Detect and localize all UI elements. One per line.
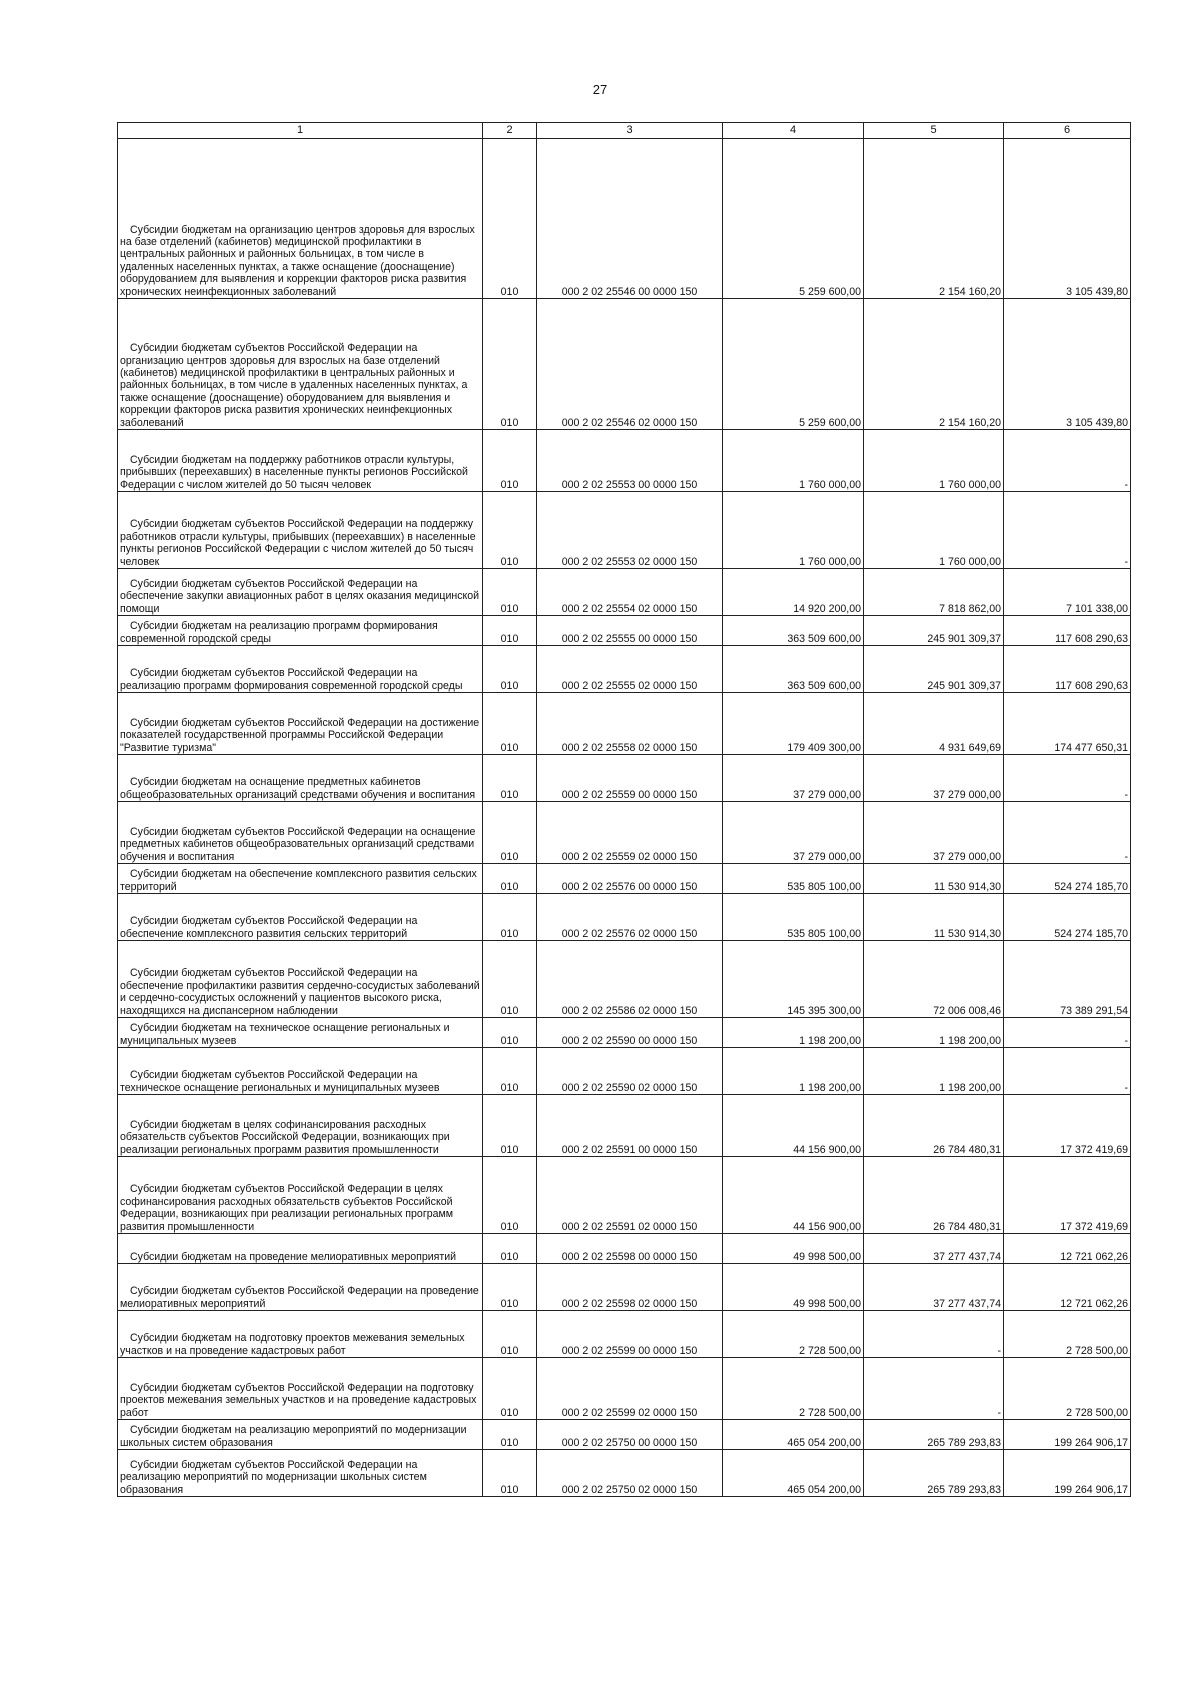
row-approved-amount: 1 198 200,00 — [723, 1048, 864, 1095]
row-line-code: 010 — [483, 1311, 537, 1358]
row-description: Субсидии бюджетам на реализацию мероприятий по модернизации школьных систем образования — [118, 1420, 483, 1450]
row-approved-amount: 145 395 300,00 — [723, 941, 864, 1018]
row-executed-amount: 37 277 437,74 — [864, 1264, 1004, 1311]
row-unexecuted-amount: 199 264 906,17 — [1004, 1450, 1131, 1497]
row-line-code: 010 — [483, 299, 537, 430]
row-budget-classification-code: 000 2 02 25555 02 0000 150 — [537, 646, 723, 693]
row-budget-classification-code: 000 2 02 25590 02 0000 150 — [537, 1048, 723, 1095]
row-description: Субсидии бюджетам субъектов Российской Федерации в целях софинансирования расходных обязательств субъектов Российской Федерации, возникающих при реализации региональных программ развития промышленности — [118, 1157, 483, 1234]
row-unexecuted-amount: - — [1004, 1018, 1131, 1048]
row-description: Субсидии бюджетам субъектов Российской Федерации на подготовку проектов межевания земельных участков и на проведение кадастровых работ — [118, 1358, 483, 1420]
table-row — [118, 693, 1131, 755]
column-number: 1 — [118, 123, 483, 139]
column-number: 5 — [864, 123, 1004, 139]
row-approved-amount: 44 156 900,00 — [723, 1157, 864, 1234]
table-row — [118, 299, 1131, 430]
row-approved-amount: 535 805 100,00 — [723, 894, 864, 941]
column-number: 2 — [483, 123, 537, 139]
row-description: Субсидии бюджетам субъектов Российской Федерации на реализацию мероприятий по модернизации школьных систем образования — [118, 1450, 483, 1497]
row-unexecuted-amount: 117 608 290,63 — [1004, 616, 1131, 646]
table-row — [118, 941, 1131, 1018]
row-approved-amount: 535 805 100,00 — [723, 864, 864, 894]
row-description: Субсидии бюджетам субъектов Российской Федерации на проведение мелиоративных мероприятий — [118, 1264, 483, 1311]
row-approved-amount: 5 259 600,00 — [723, 299, 864, 430]
row-line-code: 010 — [483, 755, 537, 802]
row-budget-classification-code: 000 2 02 25599 02 0000 150 — [537, 1358, 723, 1420]
row-description: Субсидии бюджетам на подготовку проектов межевания земельных участков и на проведение кадастровых работ — [118, 1311, 483, 1358]
table-row — [118, 1157, 1131, 1234]
row-executed-amount: - — [864, 1358, 1004, 1420]
row-executed-amount: 265 789 293,83 — [864, 1420, 1004, 1450]
row-description: Субсидии бюджетам субъектов Российской Федерации на организацию центров здоровья для взрослых на базе отделений (кабинетов) медицинской профилактики в центральных районных и районных больницах, в том числе в удаленных населенных пунктах, а также оснащение (дооснащение) оборудованием для выявления и коррекции факторов риска развития хронических неинфекционных заболеваний — [118, 299, 483, 430]
table-row — [118, 864, 1131, 894]
row-executed-amount: 37 277 437,74 — [864, 1234, 1004, 1264]
row-line-code: 010 — [483, 941, 537, 1018]
row-unexecuted-amount: 174 477 650,31 — [1004, 693, 1131, 755]
column-number: 4 — [723, 123, 864, 139]
row-line-code: 010 — [483, 864, 537, 894]
row-budget-classification-code: 000 2 02 25546 02 0000 150 — [537, 299, 723, 430]
row-approved-amount: 37 279 000,00 — [723, 802, 864, 864]
page-number: 27 — [592, 82, 608, 97]
table-row — [118, 569, 1131, 616]
row-description: Субсидии бюджетам субъектов Российской Федерации на обеспечение комплексного развития сельских территорий — [118, 894, 483, 941]
row-description: Субсидии бюджетам субъектов Российской Федерации на обеспечение закупки авиационных работ в целях оказания медицинской помощи — [118, 569, 483, 616]
row-executed-amount: 1 198 200,00 — [864, 1048, 1004, 1095]
row-unexecuted-amount: 17 372 419,69 — [1004, 1157, 1131, 1234]
row-approved-amount: 363 509 600,00 — [723, 646, 864, 693]
row-line-code: 010 — [483, 1018, 537, 1048]
row-approved-amount: 179 409 300,00 — [723, 693, 864, 755]
table-row — [118, 894, 1131, 941]
row-unexecuted-amount: 3 105 439,80 — [1004, 299, 1131, 430]
row-unexecuted-amount: 2 728 500,00 — [1004, 1311, 1131, 1358]
row-budget-classification-code: 000 2 02 25576 02 0000 150 — [537, 894, 723, 941]
row-executed-amount: 4 931 649,69 — [864, 693, 1004, 755]
row-budget-classification-code: 000 2 02 25558 02 0000 150 — [537, 693, 723, 755]
row-line-code: 010 — [483, 1048, 537, 1095]
row-approved-amount: 1 760 000,00 — [723, 492, 864, 569]
row-unexecuted-amount: - — [1004, 1048, 1131, 1095]
row-description: Субсидии бюджетам в целях софинансирования расходных обязательств субъектов Российской Федерации, возникающих при реализации региональных программ развития промышленности — [118, 1095, 483, 1157]
row-line-code: 010 — [483, 139, 537, 299]
row-line-code: 010 — [483, 616, 537, 646]
row-line-code: 010 — [483, 492, 537, 569]
row-budget-classification-code: 000 2 02 25591 00 0000 150 — [537, 1095, 723, 1157]
row-line-code: 010 — [483, 1264, 537, 1311]
table-row — [118, 1420, 1131, 1450]
row-executed-amount: 1 760 000,00 — [864, 492, 1004, 569]
row-unexecuted-amount: - — [1004, 755, 1131, 802]
row-budget-classification-code: 000 2 02 25553 02 0000 150 — [537, 492, 723, 569]
row-line-code: 010 — [483, 1450, 537, 1497]
row-line-code: 010 — [483, 646, 537, 693]
row-approved-amount: 49 998 500,00 — [723, 1234, 864, 1264]
table-row — [118, 1358, 1131, 1420]
row-unexecuted-amount: 3 105 439,80 — [1004, 139, 1131, 299]
row-executed-amount: - — [864, 1311, 1004, 1358]
row-executed-amount: 2 154 160,20 — [864, 299, 1004, 430]
row-approved-amount: 44 156 900,00 — [723, 1095, 864, 1157]
row-budget-classification-code: 000 2 02 25750 00 0000 150 — [537, 1420, 723, 1450]
row-budget-classification-code: 000 2 02 25599 00 0000 150 — [537, 1311, 723, 1358]
row-unexecuted-amount: 524 274 185,70 — [1004, 864, 1131, 894]
row-unexecuted-amount: - — [1004, 492, 1131, 569]
row-line-code: 010 — [483, 693, 537, 755]
row-executed-amount: 37 279 000,00 — [864, 755, 1004, 802]
row-unexecuted-amount: - — [1004, 430, 1131, 492]
row-executed-amount: 11 530 914,30 — [864, 894, 1004, 941]
row-description: Субсидии бюджетам субъектов Российской Федерации на техническое оснащение региональных и муниципальных музеев — [118, 1048, 483, 1095]
row-executed-amount: 245 901 309,37 — [864, 616, 1004, 646]
row-description: Субсидии бюджетам на обеспечение комплексного развития сельских территорий — [118, 864, 483, 894]
table-row — [118, 139, 1131, 299]
table-row — [118, 616, 1131, 646]
row-executed-amount: 26 784 480,31 — [864, 1095, 1004, 1157]
table-row — [118, 1018, 1131, 1048]
table-row — [118, 646, 1131, 693]
row-budget-classification-code: 000 2 02 25555 00 0000 150 — [537, 616, 723, 646]
table-row — [118, 1450, 1131, 1497]
table-row — [118, 1095, 1131, 1157]
budget-table — [117, 122, 1131, 1497]
row-unexecuted-amount: 17 372 419,69 — [1004, 1095, 1131, 1157]
row-description: Субсидии бюджетам на реализацию программ формирования современной городской среды — [118, 616, 483, 646]
table-row — [118, 802, 1131, 864]
row-approved-amount: 465 054 200,00 — [723, 1450, 864, 1497]
row-unexecuted-amount: 12 721 062,26 — [1004, 1234, 1131, 1264]
row-budget-classification-code: 000 2 02 25750 02 0000 150 — [537, 1450, 723, 1497]
row-approved-amount: 1 760 000,00 — [723, 430, 864, 492]
row-executed-amount: 245 901 309,37 — [864, 646, 1004, 693]
column-number: 3 — [537, 123, 723, 139]
row-budget-classification-code: 000 2 02 25554 02 0000 150 — [537, 569, 723, 616]
row-budget-classification-code: 000 2 02 25586 02 0000 150 — [537, 941, 723, 1018]
row-description: Субсидии бюджетам субъектов Российской Федерации на обеспечение профилактики развития сердечно-сосудистых заболеваний и сердечно-сосудистых осложнений у пациентов высокого риска, находящихся на диспансерном наблюдении — [118, 941, 483, 1018]
row-description: Субсидии бюджетам субъектов Российской Федерации на оснащение предметных кабинетов общеобразовательных организаций средствами обучения и воспитания — [118, 802, 483, 864]
row-budget-classification-code: 000 2 02 25590 00 0000 150 — [537, 1018, 723, 1048]
row-description: Субсидии бюджетам субъектов Российской Федерации на достижение показателей государственной программы Российской Федерации "Развитие туризма" — [118, 693, 483, 755]
row-unexecuted-amount: 117 608 290,63 — [1004, 646, 1131, 693]
row-line-code: 010 — [483, 569, 537, 616]
table-row — [118, 1311, 1131, 1358]
row-unexecuted-amount: - — [1004, 802, 1131, 864]
row-description: Субсидии бюджетам субъектов Российской Федерации на поддержку работников отрасли культуры, прибывших (переехавших) в населенные пункты регионов Российской Федерации с числом жителей до 50 тысяч человек — [118, 492, 483, 569]
table-row — [118, 1264, 1131, 1311]
row-executed-amount: 1 198 200,00 — [864, 1018, 1004, 1048]
row-executed-amount: 11 530 914,30 — [864, 864, 1004, 894]
row-approved-amount: 37 279 000,00 — [723, 755, 864, 802]
row-budget-classification-code: 000 2 02 25546 00 0000 150 — [537, 139, 723, 299]
row-line-code: 010 — [483, 1420, 537, 1450]
row-unexecuted-amount: 12 721 062,26 — [1004, 1264, 1131, 1311]
row-unexecuted-amount: 199 264 906,17 — [1004, 1420, 1131, 1450]
row-budget-classification-code: 000 2 02 25598 02 0000 150 — [537, 1264, 723, 1311]
row-budget-classification-code: 000 2 02 25553 00 0000 150 — [537, 430, 723, 492]
row-unexecuted-amount: 2 728 500,00 — [1004, 1358, 1131, 1420]
row-description: Субсидии бюджетам на оснащение предметных кабинетов общеобразовательных организаций средствами обучения и воспитания — [118, 755, 483, 802]
row-executed-amount: 2 154 160,20 — [864, 139, 1004, 299]
row-description: Субсидии бюджетам на организацию центров здоровья для взрослых на базе отделений (кабинетов) медицинской профилактики в центральных районных и районных больницах, в том числе в удаленных населенных пунктах, а также оснащение (дооснащение) оборудованием для выявления и коррекции факторов риска развития хронических неинфекционных заболеваний — [118, 139, 483, 299]
row-line-code: 010 — [483, 430, 537, 492]
row-approved-amount: 1 198 200,00 — [723, 1018, 864, 1048]
row-approved-amount: 5 259 600,00 — [723, 139, 864, 299]
table-row — [118, 1048, 1131, 1095]
row-executed-amount: 7 818 862,00 — [864, 569, 1004, 616]
row-line-code: 010 — [483, 1157, 537, 1234]
row-description: Субсидии бюджетам на техническое оснащение региональных и муниципальных музеев — [118, 1018, 483, 1048]
table-row — [118, 430, 1131, 492]
row-unexecuted-amount: 524 274 185,70 — [1004, 894, 1131, 941]
table-row — [118, 492, 1131, 569]
row-budget-classification-code: 000 2 02 25559 02 0000 150 — [537, 802, 723, 864]
column-number: 6 — [1004, 123, 1131, 139]
row-line-code: 010 — [483, 1234, 537, 1264]
row-approved-amount: 363 509 600,00 — [723, 616, 864, 646]
row-executed-amount: 26 784 480,31 — [864, 1157, 1004, 1234]
row-approved-amount: 14 920 200,00 — [723, 569, 864, 616]
column-number-row — [118, 123, 1131, 139]
table-row — [118, 1234, 1131, 1264]
row-executed-amount: 1 760 000,00 — [864, 430, 1004, 492]
row-approved-amount: 465 054 200,00 — [723, 1420, 864, 1450]
row-approved-amount: 2 728 500,00 — [723, 1311, 864, 1358]
row-executed-amount: 265 789 293,83 — [864, 1450, 1004, 1497]
row-budget-classification-code: 000 2 02 25591 02 0000 150 — [537, 1157, 723, 1234]
row-line-code: 010 — [483, 802, 537, 864]
row-description: Субсидии бюджетам на проведение мелиоративных мероприятий — [118, 1234, 483, 1264]
row-line-code: 010 — [483, 1358, 537, 1420]
row-line-code: 010 — [483, 1095, 537, 1157]
row-budget-classification-code: 000 2 02 25559 00 0000 150 — [537, 755, 723, 802]
row-budget-classification-code: 000 2 02 25576 00 0000 150 — [537, 864, 723, 894]
row-executed-amount: 72 006 008,46 — [864, 941, 1004, 1018]
row-line-code: 010 — [483, 894, 537, 941]
row-description: Субсидии бюджетам на поддержку работников отрасли культуры, прибывших (переехавших) в населенные пункты регионов Российской Федерации с числом жителей до 50 тысяч человек — [118, 430, 483, 492]
row-description: Субсидии бюджетам субъектов Российской Федерации на реализацию программ формирования современной городской среды — [118, 646, 483, 693]
row-budget-classification-code: 000 2 02 25598 00 0000 150 — [537, 1234, 723, 1264]
row-unexecuted-amount: 7 101 338,00 — [1004, 569, 1131, 616]
row-executed-amount: 37 279 000,00 — [864, 802, 1004, 864]
row-approved-amount: 49 998 500,00 — [723, 1264, 864, 1311]
row-unexecuted-amount: 73 389 291,54 — [1004, 941, 1131, 1018]
table-row — [118, 755, 1131, 802]
row-approved-amount: 2 728 500,00 — [723, 1358, 864, 1420]
